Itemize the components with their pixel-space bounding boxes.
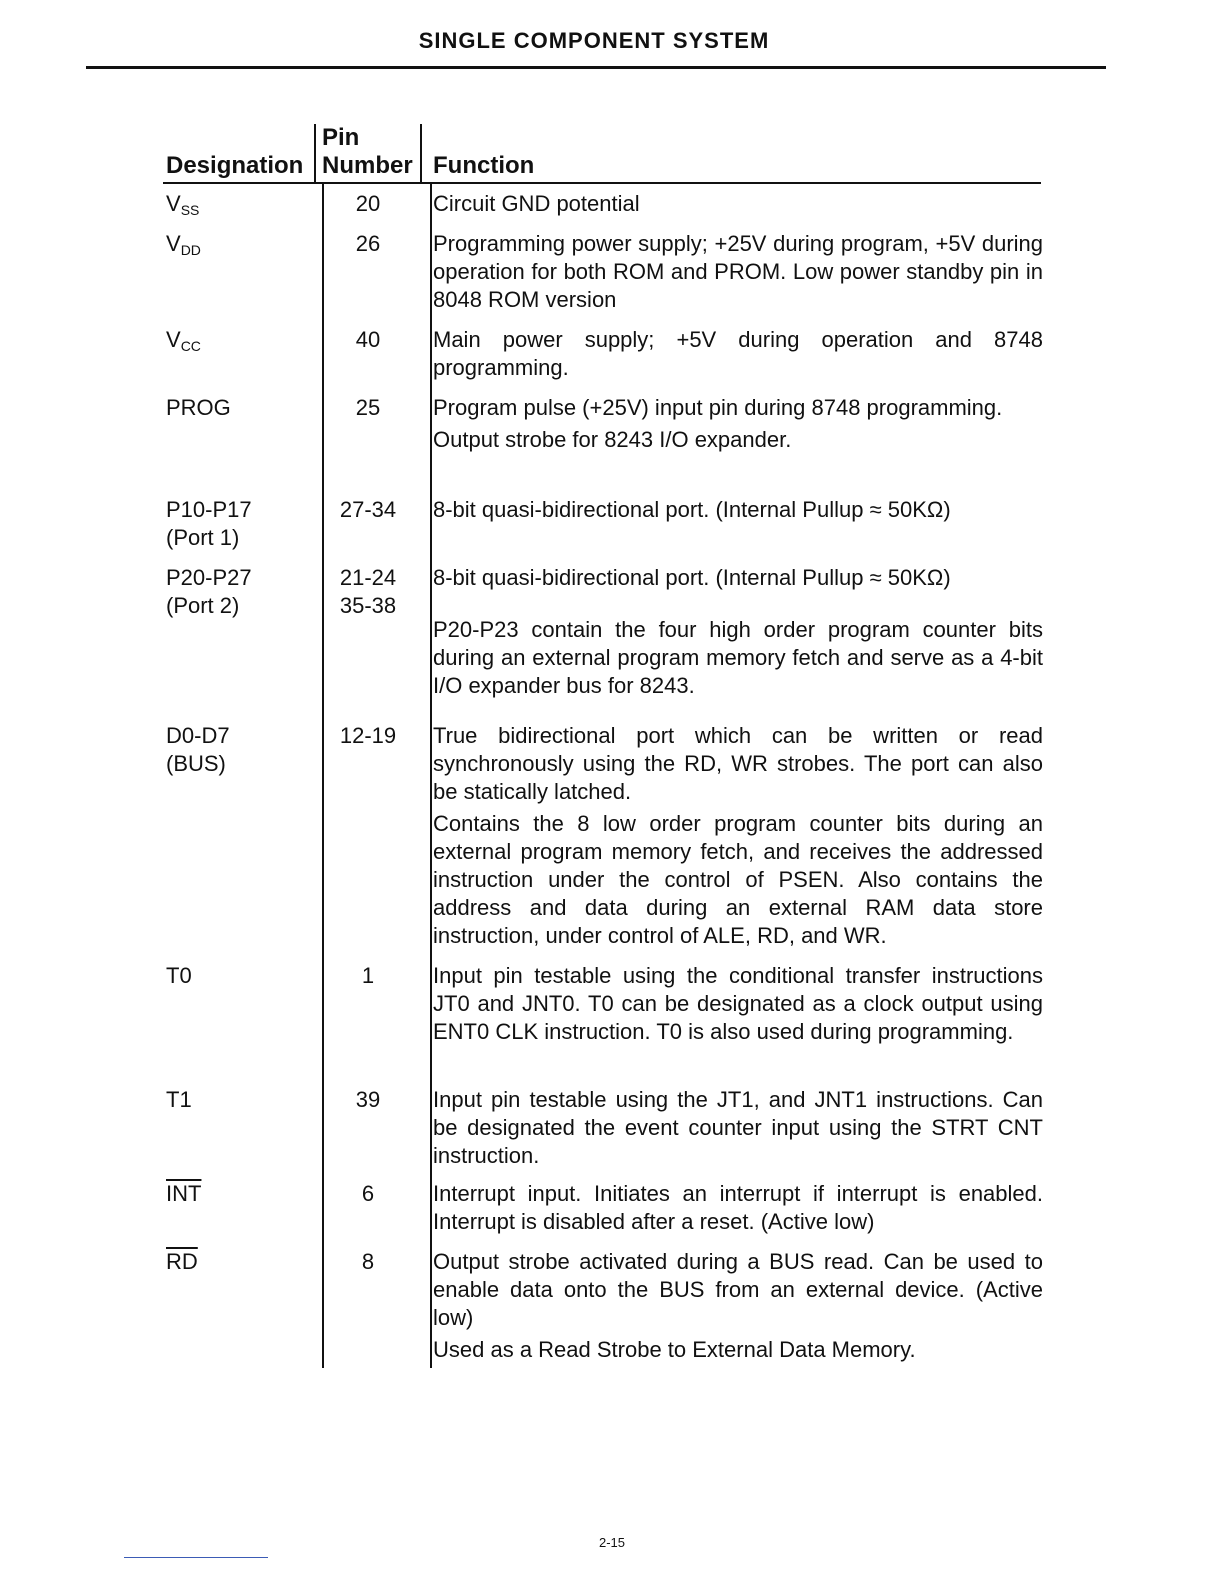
function-paragraph: Contains the 8 low order program counter bits during an external program memory fetch, and receives the addressed instruction under the control of PSEN. Also contains the address and data during an external RAM data store instruction, under control of ALE, RD, and WR. xyxy=(433,811,1043,948)
designation-cell xyxy=(166,564,306,620)
pin-number-cell xyxy=(318,1086,418,1114)
pin-number: 8 xyxy=(361,1249,375,1274)
designation-cell xyxy=(166,190,306,224)
function-paragraph: Used as a Read Strobe to External Data Memory. xyxy=(433,1337,916,1362)
function-paragraph: 8-bit quasi-bidirectional port. (Internal Pullup ≈ 50KΩ) xyxy=(433,497,951,522)
function-paragraph: Input pin testable using the conditional transfer instructions JT0 and JNT0. T0 can be designated as a clock output using ENT0 CLK instruction. T0 is also used during programming. xyxy=(433,963,1043,1044)
header-rule xyxy=(86,66,1106,69)
pin-number: 27-34 xyxy=(339,497,397,522)
function-paragraph: 8-bit quasi-bidirectional port. (Internal Pullup ≈ 50KΩ) xyxy=(433,565,951,590)
designation-subscript: SS xyxy=(180,202,200,218)
pin-number-cell xyxy=(318,326,418,354)
page-number: 2-15 xyxy=(598,1535,626,1550)
pin-number: 20 xyxy=(355,191,381,216)
function-paragraph: Program pulse (+25V) input pin during 8748 programming. xyxy=(433,395,1003,420)
designation-text: V xyxy=(166,327,181,352)
designation-cell xyxy=(166,722,306,778)
function-paragraph: Circuit GND potential xyxy=(433,191,640,216)
function-paragraph: Output strobe activated during a BUS read. Can be used to enable data onto the BUS from an external device. (Active low) xyxy=(433,1249,1043,1330)
designation-subscript: DD xyxy=(180,242,201,258)
designation-cell xyxy=(166,394,306,422)
designation-text: P20-P27 xyxy=(166,565,252,590)
pin-number-cell xyxy=(318,962,418,990)
designation-line2: (BUS) xyxy=(166,751,226,776)
pin-number: 21-24 xyxy=(339,565,397,590)
designation-text: V xyxy=(166,231,181,256)
function-cell xyxy=(433,1180,1043,1240)
function-cell xyxy=(433,1086,1043,1174)
function-cell xyxy=(433,326,1043,386)
designation-line2: (Port 1) xyxy=(166,525,240,550)
function-cell xyxy=(433,1248,1043,1368)
designation-text: $\overline{INT}$ xyxy=(166,1181,202,1206)
function-cell xyxy=(433,496,1043,528)
designation-text: $\overline{RD}$ xyxy=(166,1249,198,1274)
page-title: SINGLE COMPONENT SYSTEM xyxy=(418,28,770,53)
designation-subscript: CC xyxy=(180,338,201,354)
designation-text: D0-D7 xyxy=(166,723,230,748)
pin-column-header-line2: Number xyxy=(322,152,413,179)
function-paragraph: Programming power supply; +25V during program, +5V during operation for both ROM and PROM. Low power standby pin in 8048 ROM version xyxy=(433,231,1043,312)
designation-cell xyxy=(166,326,306,360)
pin-number-cell xyxy=(318,722,418,750)
pin-number: 1 xyxy=(361,963,375,988)
function-cell xyxy=(433,190,1043,222)
pin-number-cell xyxy=(318,190,418,218)
function-cell xyxy=(433,230,1043,318)
function-paragraph: Output strobe for 8243 I/O expander. xyxy=(433,427,792,452)
function-cell xyxy=(433,394,1043,458)
column-divider xyxy=(420,124,422,184)
function-paragraph: Input pin testable using the JT1, and JNT1 instructions. Can be designated the event counter input using the STRT CNT instruction. xyxy=(433,1087,1043,1168)
pin-number: 39 xyxy=(355,1087,381,1112)
function-paragraph: Main power supply; +5V during operation and 8748 programming. xyxy=(433,327,1043,380)
designation-cell xyxy=(166,1248,306,1276)
designation-text: T0 xyxy=(166,963,192,988)
designation-cell xyxy=(166,962,306,990)
function-column-header: Function xyxy=(433,152,535,179)
pin-number-cell xyxy=(318,1180,418,1208)
pin-column-header-line1: Pin xyxy=(322,124,360,151)
pin-number-cell xyxy=(318,496,418,524)
table-header-rule xyxy=(163,182,1041,184)
designation-text: T1 xyxy=(166,1087,192,1112)
function-cell xyxy=(433,962,1043,1050)
pin-number: 26 xyxy=(355,231,381,256)
function-paragraph: Interrupt input. Initiates an interrupt if interrupt is enabled. Interrupt is disabled after a reset. (Active low) xyxy=(433,1181,1043,1234)
pin-number: 40 xyxy=(355,327,381,352)
designation-column-header: Designation xyxy=(166,152,304,179)
pin-number: 12-19 xyxy=(339,723,397,748)
column-divider xyxy=(430,184,432,1368)
designation-line2: (Port 2) xyxy=(166,593,240,618)
pin-number: 6 xyxy=(361,1181,375,1206)
column-divider xyxy=(314,124,316,184)
designation-cell xyxy=(166,496,306,552)
function-paragraph: P20-P23 contain the four high order program counter bits during an external program memory fetch and serve as a 4-bit I/O expander bus for 8243. xyxy=(433,617,1043,698)
function-paragraph: True bidirectional port which can be written or read synchronously using the RD, WR strobes. The port can also be statically latched. xyxy=(433,723,1043,804)
designation-cell xyxy=(166,230,306,264)
pin-number-cell xyxy=(318,1248,418,1276)
designation-text: P10-P17 xyxy=(166,497,252,522)
function-cell xyxy=(433,722,1043,954)
pin-number-cell xyxy=(318,230,418,258)
pin-number-cell xyxy=(318,394,418,422)
function-cell xyxy=(433,564,1043,704)
pin-number-cell xyxy=(318,564,418,620)
designation-text: PROG xyxy=(166,395,231,420)
footer-line xyxy=(124,1557,268,1558)
designation-cell xyxy=(166,1086,306,1114)
designation-cell xyxy=(166,1180,306,1208)
pin-number: 35-38 xyxy=(339,593,397,618)
pin-number: 25 xyxy=(355,395,381,420)
designation-text: V xyxy=(166,191,181,216)
